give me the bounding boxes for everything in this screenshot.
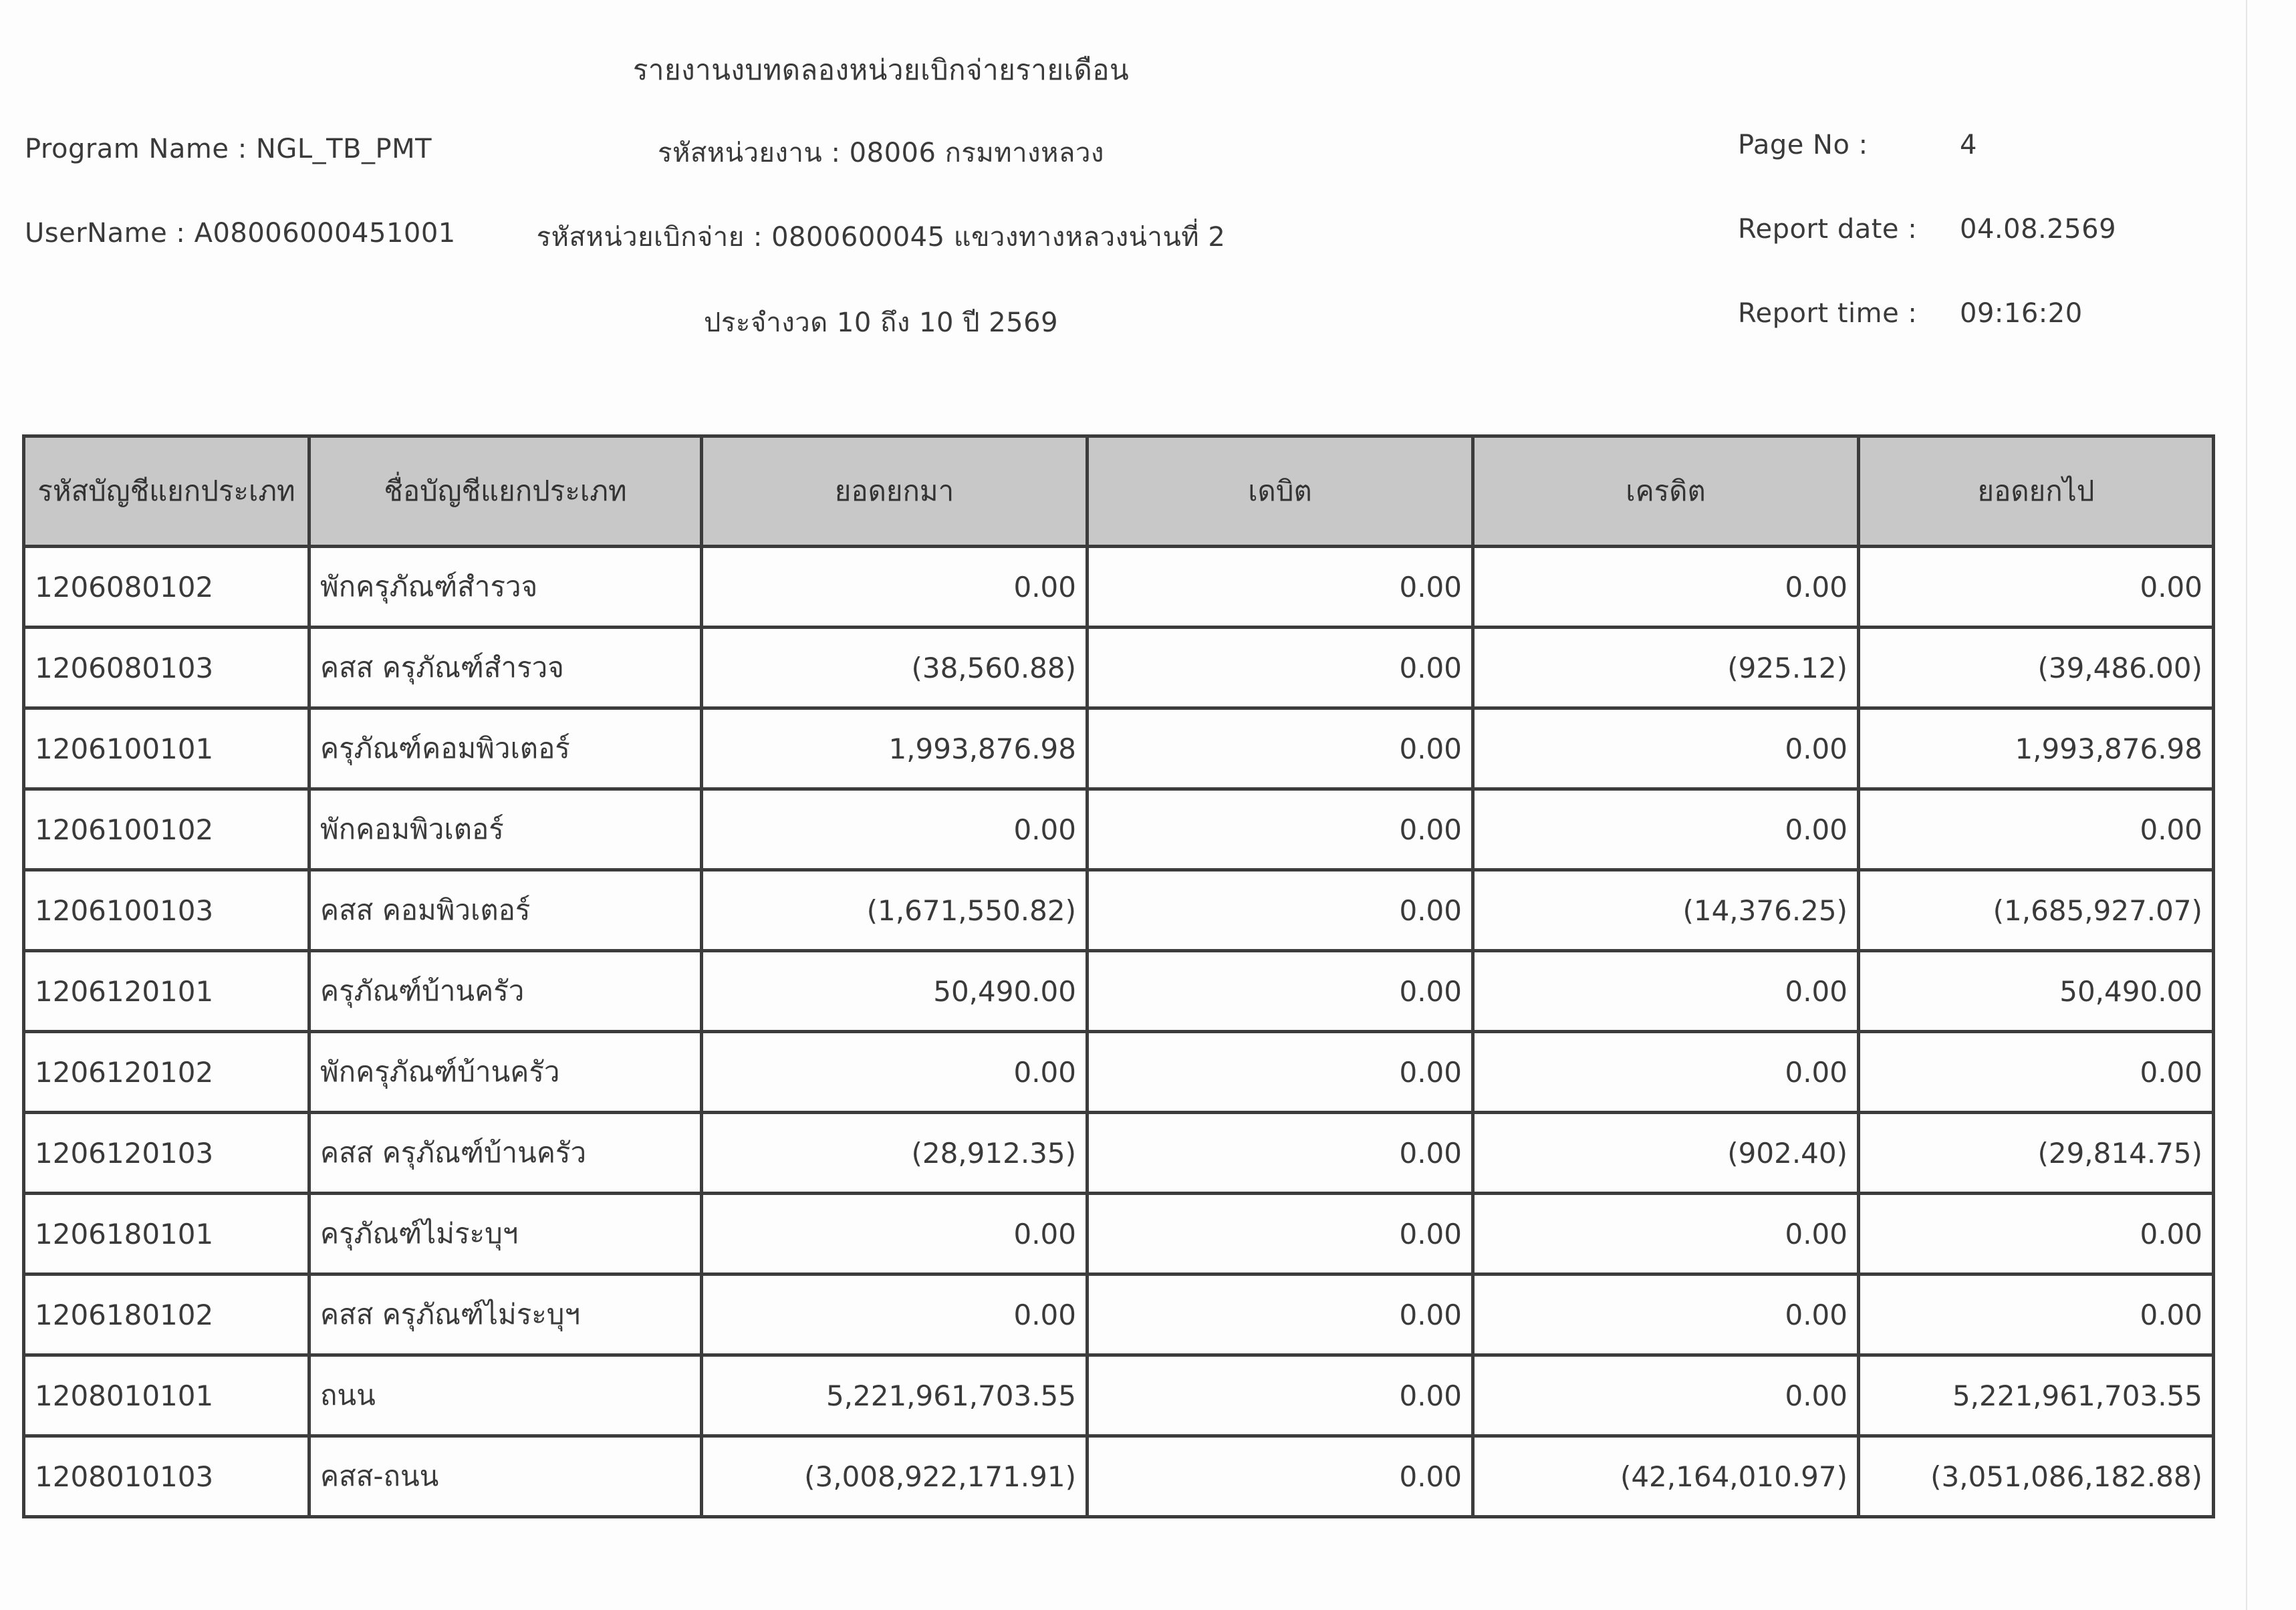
table-row	[24, 1355, 2214, 1436]
col-header-opening-balance: ยอดยกมา	[702, 436, 1088, 547]
cell-opening-balance: 50,490.00	[702, 951, 1088, 1032]
cell-opening-balance: 5,221,961,703.55	[702, 1355, 1088, 1436]
trial-balance-table	[22, 434, 2215, 1518]
cell-closing-balance: (29,814.75)	[1859, 1113, 2214, 1194]
cell-credit: 0.00	[1473, 547, 1859, 628]
cell-account-name: ครุภัณฑ์ไม่ระบุฯ	[309, 1194, 702, 1274]
cell-debit: 0.00	[1088, 547, 1473, 628]
cell-debit: 0.00	[1088, 951, 1473, 1032]
cell-debit: 0.00	[1088, 1113, 1473, 1194]
table-row	[24, 708, 2214, 789]
disbursing-unit-code: รหัสหน่วยเบิกจ่าย : 0800600045 แขวงทางหลวงน่านที่ 2	[536, 222, 1226, 253]
col-header-account-name: ชื่อบัญชีแยกประเภท	[309, 436, 702, 547]
table-row	[24, 1274, 2214, 1355]
table-row	[24, 870, 2214, 951]
table-row	[24, 628, 2214, 708]
cell-debit: 0.00	[1088, 708, 1473, 789]
cell-debit: 0.00	[1088, 628, 1473, 708]
table-header-row	[24, 436, 2214, 547]
cell-account-code: 1206080102	[24, 547, 309, 628]
cell-opening-balance: (1,671,550.82)	[702, 870, 1088, 951]
program-name: Program Name : NGL_TB_PMT	[25, 134, 432, 164]
cell-account-name: คสส ครุภัณฑ์ไม่ระบุฯ	[309, 1274, 702, 1355]
cell-account-code: 1206080103	[24, 628, 309, 708]
cell-closing-balance: (39,486.00)	[1859, 628, 2214, 708]
cell-account-name: ครุภัณฑ์บ้านครัว	[309, 951, 702, 1032]
cell-account-code: 1206180101	[24, 1194, 309, 1274]
cell-credit: (902.40)	[1473, 1113, 1859, 1194]
report-period: ประจำงวด 10 ถึง 10 ปี 2569	[703, 307, 1059, 338]
cell-credit: 0.00	[1473, 1032, 1859, 1113]
username: UserName : A08006000451001	[25, 218, 456, 249]
table-row	[24, 951, 2214, 1032]
table-body	[24, 547, 2214, 1517]
cell-opening-balance: (3,008,922,171.91)	[702, 1436, 1088, 1517]
table-row	[24, 1194, 2214, 1274]
cell-account-name: พักครุภัณฑ์สำรวจ	[309, 547, 702, 628]
col-header-account-code: รหัสบัญชีแยกประเภท	[24, 436, 309, 547]
cell-opening-balance: 0.00	[702, 1032, 1088, 1113]
cell-account-name: คสส ครุภัณฑ์สำรวจ	[309, 628, 702, 708]
cell-closing-balance: (3,051,086,182.88)	[1859, 1436, 2214, 1517]
cell-closing-balance: 1,993,876.98	[1859, 708, 2214, 789]
cell-debit: 0.00	[1088, 1194, 1473, 1274]
cell-closing-balance: 0.00	[1859, 1274, 2214, 1355]
cell-account-name: คสส คอมพิวเตอร์	[309, 870, 702, 951]
cell-closing-balance: 0.00	[1859, 1032, 2214, 1113]
cell-credit: 0.00	[1473, 708, 1859, 789]
cell-credit: (42,164,010.97)	[1473, 1436, 1859, 1517]
cell-account-code: 1206180102	[24, 1274, 309, 1355]
cell-closing-balance: 5,221,961,703.55	[1859, 1355, 2214, 1436]
cell-account-name: ถนน	[309, 1355, 702, 1436]
cell-opening-balance: 0.00	[702, 789, 1088, 870]
cell-credit: 0.00	[1473, 1274, 1859, 1355]
cell-credit: 0.00	[1473, 951, 1859, 1032]
table-row	[24, 1436, 2214, 1517]
cell-account-code: 1208010101	[24, 1355, 309, 1436]
table-row	[24, 1032, 2214, 1113]
cell-opening-balance: 1,993,876.98	[702, 708, 1088, 789]
col-header-credit: เครดิต	[1473, 436, 1859, 547]
cell-account-code: 1208010103	[24, 1436, 309, 1517]
report-time-value: 09:16:20	[1960, 298, 2083, 329]
cell-credit: 0.00	[1473, 1194, 1859, 1274]
cell-debit: 0.00	[1088, 1032, 1473, 1113]
cell-credit: 0.00	[1473, 789, 1859, 870]
cell-opening-balance: (28,912.35)	[702, 1113, 1088, 1194]
cell-account-name: พักคอมพิวเตอร์	[309, 789, 702, 870]
cell-credit: (925.12)	[1473, 628, 1859, 708]
cell-opening-balance: 0.00	[702, 1194, 1088, 1274]
cell-opening-balance: 0.00	[702, 547, 1088, 628]
report-date-value: 04.08.2569	[1960, 214, 2117, 245]
table-row	[24, 547, 2214, 628]
cell-account-name: คสส ครุภัณฑ์บ้านครัว	[309, 1113, 702, 1194]
page-no-value: 4	[1960, 130, 1977, 160]
cell-account-code: 1206120103	[24, 1113, 309, 1194]
cell-account-name: ครุภัณฑ์คอมพิวเตอร์	[309, 708, 702, 789]
cell-account-code: 1206100103	[24, 870, 309, 951]
page-no-label: Page No :	[1738, 130, 1868, 160]
cell-closing-balance: 0.00	[1859, 1194, 2214, 1274]
table-row	[24, 1113, 2214, 1194]
cell-account-name: คสส-ถนน	[309, 1436, 702, 1517]
cell-debit: 0.00	[1088, 1355, 1473, 1436]
cell-account-code: 1206100101	[24, 708, 309, 789]
report-title: รายงานงบทดลองหน่วยเบิกจ่ายรายเดือน	[632, 53, 1130, 86]
cell-credit: 0.00	[1473, 1355, 1859, 1436]
cell-closing-balance: 0.00	[1859, 789, 2214, 870]
cell-closing-balance: 50,490.00	[1859, 951, 2214, 1032]
agency-code: รหัสหน่วยงาน : 08006 กรมทางหลวง	[658, 138, 1104, 168]
cell-account-name: พักครุภัณฑ์บ้านครัว	[309, 1032, 702, 1113]
cell-opening-balance: (38,560.88)	[702, 628, 1088, 708]
cell-debit: 0.00	[1088, 789, 1473, 870]
cell-account-code: 1206100102	[24, 789, 309, 870]
report-date-label: Report date :	[1738, 214, 1918, 245]
table-row	[24, 789, 2214, 870]
cell-account-code: 1206120102	[24, 1032, 309, 1113]
col-header-closing-balance: ยอดยกไป	[1859, 436, 2214, 547]
cell-debit: 0.00	[1088, 1436, 1473, 1517]
cell-closing-balance: (1,685,927.07)	[1859, 870, 2214, 951]
cell-opening-balance: 0.00	[702, 1274, 1088, 1355]
cell-debit: 0.00	[1088, 1274, 1473, 1355]
report-time-label: Report time :	[1738, 298, 1918, 329]
cell-debit: 0.00	[1088, 870, 1473, 951]
scan-edge-line	[2246, 0, 2247, 1610]
cell-account-code: 1206120101	[24, 951, 309, 1032]
cell-credit: (14,376.25)	[1473, 870, 1859, 951]
cell-closing-balance: 0.00	[1859, 547, 2214, 628]
col-header-debit: เดบิต	[1088, 436, 1473, 547]
